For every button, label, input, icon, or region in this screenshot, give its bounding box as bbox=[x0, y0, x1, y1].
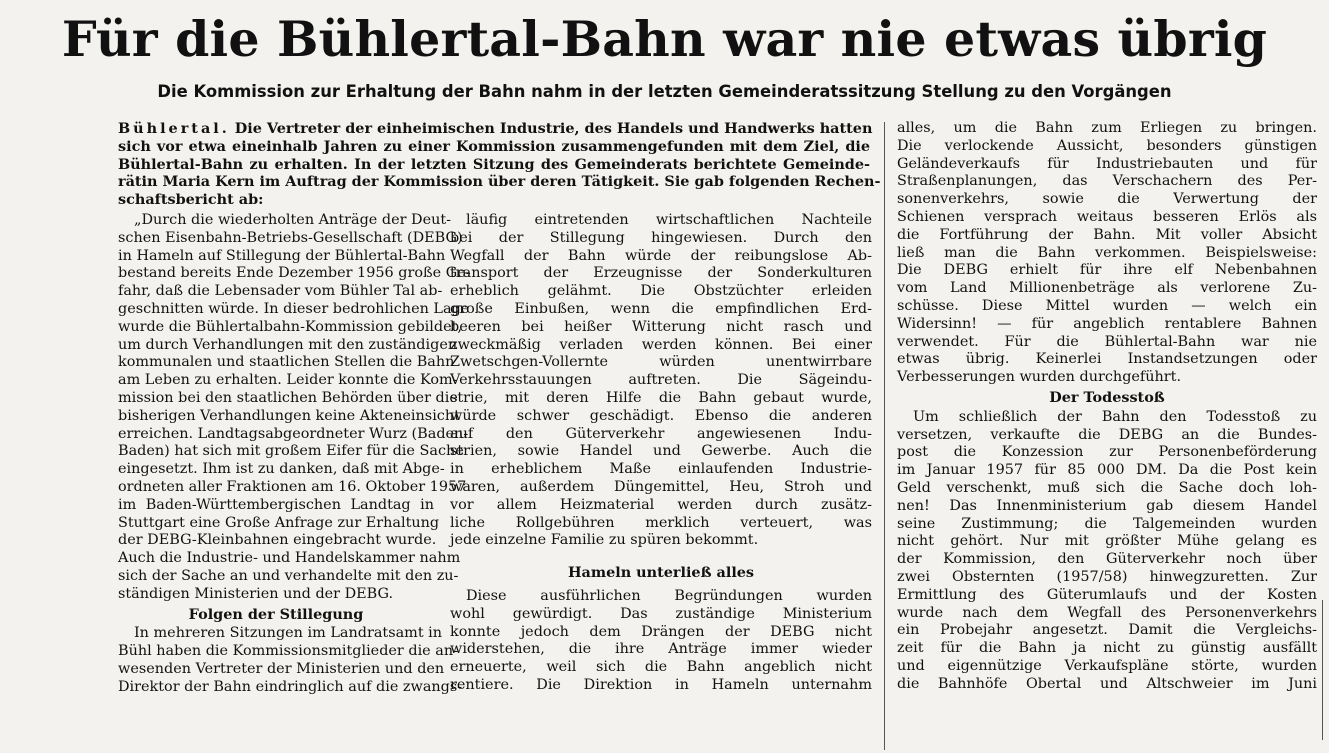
text-line: die Bahnhöfe Obertal und Altschweier im Juni bbox=[897, 675, 1317, 692]
text-line: Wegfall der Bahn würde der reibungslose Ab- bbox=[450, 247, 872, 264]
text-line: wohl gewürdigt. Das zuständige Ministerium bbox=[450, 605, 872, 622]
lead-line: Bühlertal. Die Vertreter der einheimischen Industrie, des Handels und Handwerks hatten bbox=[118, 120, 873, 137]
text-line: erreichen. Landtagsabgeordneter Wurz (Baden- bbox=[118, 425, 469, 442]
text-line: große Einbußen, wenn die empfindlichen Erd- bbox=[450, 300, 872, 317]
text-line: „Durch die wiederholten Anträge der Deut- bbox=[134, 212, 452, 228]
text-line: bestand bereits Ende Dezember 1956 große Ge- bbox=[118, 265, 471, 282]
lead-paragraph bbox=[118, 120, 881, 209]
text-line: Baden) hat sich mit großem Eifer für die Sache bbox=[118, 443, 464, 460]
text-line: Ermittlung des Güterumlaufs und der Kosten bbox=[897, 586, 1317, 603]
text-line: erheblich gelähmt. Die Obstzüchter erleiden bbox=[450, 283, 872, 300]
text-line: im Januar 1957 für 85 000 DM. Da die Post kein bbox=[897, 462, 1317, 479]
text-line: bei der Stillegung hingewiesen. Durch den bbox=[450, 229, 872, 246]
text-line: Bühl haben die Kommissionsmitglieder die an- bbox=[118, 643, 458, 660]
text-line: beeren bei heißer Witterung nicht rasch und bbox=[450, 318, 872, 335]
text-line: Direktor der Bahn eindringlich auf die zwangs- bbox=[118, 678, 463, 695]
text-line: post die Konzession zur Personenbeförderung bbox=[897, 444, 1317, 461]
text-line: strien, sowie Handel und Gewerbe. Auch die bbox=[450, 443, 872, 460]
text-line: auf den Güterverkehr angewiesenen Indu- bbox=[450, 425, 872, 442]
text-line: schüsse. Diese Mittel wurden — welch ein bbox=[897, 297, 1317, 314]
text-line: In mehreren Sitzungen im Landratsamt in bbox=[134, 625, 443, 642]
text-line: sonenverkehrs, sowie die Verwertung der bbox=[897, 191, 1317, 208]
text-line: Die verlockende Aussicht, besonders günstigen bbox=[897, 137, 1317, 154]
text-line: läufig eintretenden wirtschaftlichen Nachteile bbox=[466, 212, 872, 228]
text-line: in erheblichem Maße einlaufenden Industrie- bbox=[450, 461, 872, 478]
text-line: verwendet. Für die Bühlertal-Bahn war nie bbox=[897, 333, 1317, 350]
text-line: wurde nach dem Wegfall des Personenverkehrs bbox=[897, 604, 1317, 621]
column-1 bbox=[118, 212, 471, 697]
text-line: Verkehrsstauungen auftreten. Die Sägeindu- bbox=[450, 372, 872, 389]
text-line: geschnitten würde. In dieser bedrohlichen Lage bbox=[118, 300, 470, 317]
text-line: Widersinn! — für angeblich rentablere Bahnen bbox=[897, 315, 1317, 332]
text-line: kommunalen und staatlichen Stellen die Bahn bbox=[118, 354, 455, 371]
text-line: vor allem Heizmaterial werden durch zusätz- bbox=[450, 496, 872, 513]
subheadline: Die Kommission zur Erhaltung der Bahn nahm in der letzten Gemeinderatssitzung Stellung zu den Vorgängen bbox=[157, 82, 1172, 101]
edge-rule bbox=[1322, 600, 1323, 740]
text-line: strie, mit deren Hilfe die Bahn gebaut wurde, bbox=[450, 389, 872, 406]
text-line: transport der Erzeugnisse der Sonderkulturen bbox=[450, 265, 872, 282]
text-line: wurde die Bühlertalbahn-Kommission gebildet, bbox=[118, 318, 462, 335]
lead-line: Bühlertal-Bahn zu erhalten. In der letzten Sitzung des Gemeinderats berichtete Gemeinde- bbox=[118, 155, 870, 173]
text-line: in Hameln auf Stillegung der Bühlertal-Bahn bbox=[118, 247, 446, 264]
text-line: und eigennützige Verkaufspläne störte, wurden bbox=[897, 657, 1317, 674]
text-line: jede einzelne Familie zu spüren bekommt. bbox=[450, 532, 759, 549]
text-line: vom Land Millionenbeträge als verlorene Zu- bbox=[897, 280, 1317, 297]
text-line: zweckmäßig verladen werden können. Bei einer bbox=[450, 336, 872, 353]
text-line: konnte jedoch dem Drängen der DEBG nicht bbox=[450, 623, 872, 640]
text-line: ließ man die Bahn verkommen. Beispielsweise: bbox=[897, 244, 1317, 261]
section-heading: Hameln unterließ alles bbox=[567, 564, 755, 582]
text-line: wesenden Vertreter der Ministerien und den bbox=[118, 660, 445, 677]
section-heading: Folgen der Stillegung bbox=[188, 605, 364, 623]
text-line: Um schließlich der Bahn den Todesstoß zu bbox=[913, 408, 1317, 425]
column-rule bbox=[884, 122, 885, 750]
text-line: ein Probejahr angesetzt. Damit die Vergleichs- bbox=[897, 622, 1317, 639]
headline: Für die Bühlertal-Bahn war nie etwas übrig bbox=[61, 10, 1268, 68]
text-line: würde schwer geschädigt. Ebenso die anderen bbox=[450, 407, 872, 424]
text-line: widerstehen, die ihre Anträge immer wieder bbox=[450, 641, 872, 658]
text-line: nen! Das Innenministerium gab diesem Handel bbox=[897, 497, 1317, 514]
lead-line: rätin Maria Kern im Auftrag der Kommission über deren Tätigkeit. Sie gab folgenden Rechen- bbox=[118, 173, 881, 191]
text-line: liche Rollgebühren merklich verteuert, was bbox=[450, 514, 872, 531]
dateline-place: Bühlertal. bbox=[118, 120, 230, 137]
text-line: eingesetzt. Ihm ist zu danken, daß mit Abge- bbox=[118, 461, 445, 478]
text-line: fahr, daß die Lebensader vom Bühler Tal ab- bbox=[118, 283, 443, 300]
text-line: Die DEBG erhielt für ihre elf Nebenbahnen bbox=[897, 262, 1317, 279]
text-line: erneuerte, weil sich die Bahn angeblich nicht bbox=[450, 659, 872, 676]
text-line: zwei Obsternten (1957/58) hinwegzuretten. Zur bbox=[897, 568, 1317, 585]
text-line: die Fortführung der Bahn. Mit voller Absicht bbox=[897, 226, 1317, 243]
text-line: Geländeverkaufs für Industriebauten und für bbox=[897, 155, 1317, 172]
text-line: nicht gehört. Nur mit größter Mühe gelang es bbox=[897, 533, 1317, 550]
text-line: Diese ausführlichen Begründungen wurden bbox=[466, 587, 872, 604]
text-line: mission bei den staatlichen Behörden über die bbox=[118, 389, 458, 406]
lead-line: sich vor etwa eineinhalb Jahren zu einer Kommission zusammengefunden mit dem Ziel, die bbox=[118, 137, 870, 155]
text-line: seine Zustimmung; die Talgemeinden wurden bbox=[897, 515, 1317, 532]
text-line: der DEBG-Kleinbahnen eingebracht wurde. bbox=[118, 532, 437, 549]
text-line: am Leben zu erhalten. Leider konnte die Kom- bbox=[118, 372, 458, 389]
text-line: etwas übrig. Keinerlei Instandsetzungen oder bbox=[897, 351, 1317, 368]
text-line: Zwetschgen-Vollernte würden unentwirrbare bbox=[450, 354, 872, 371]
text-line: im Baden-Württembergischen Landtag in bbox=[118, 496, 434, 513]
text-line: sich der Sache an und verhandelte mit den zu- bbox=[118, 567, 459, 584]
text-line: Stuttgart eine Große Anfrage zur Erhaltung bbox=[118, 514, 440, 531]
text-line: schen Eisenbahn-Betriebs-Gesellschaft (DEBG) bbox=[118, 229, 463, 246]
text-line: ständigen Ministerien und der DEBG. bbox=[118, 585, 394, 602]
section-heading: Der Todesstoß bbox=[1049, 388, 1165, 406]
text-line: der Kommission, den Güterverkehr noch über bbox=[897, 551, 1317, 568]
column-3 bbox=[897, 120, 1317, 694]
text-line: alles, um die Bahn zum Erliegen zu bringen. bbox=[897, 120, 1317, 136]
column-2 bbox=[450, 212, 872, 695]
text-line: Auch die Industrie- und Handelskammer nahm bbox=[118, 550, 461, 567]
text-line: um durch Verhandlungen mit den zuständigen bbox=[118, 336, 458, 353]
text-line: Schienen versprach weitaus besseren Erlös als bbox=[897, 208, 1317, 225]
text-line: zeit für die Bahn ja nicht zu günstig ausfällt bbox=[897, 640, 1317, 657]
text-line: ordneten aller Fraktionen am 16. Oktober 1957 bbox=[118, 478, 467, 495]
text-line: Verbesserungen wurden durchgeführt. bbox=[897, 369, 1182, 386]
text-line: bisherigen Verhandlungen keine Akteneinsicht bbox=[118, 407, 460, 424]
text-line: rentiere. Die Direktion in Hameln unternahm bbox=[450, 676, 872, 693]
text-line: Straßenplanungen, das Verschachern des Per- bbox=[897, 173, 1317, 190]
text-line: versetzen, verkaufte die DEBG an die Bundes- bbox=[897, 426, 1317, 443]
text-line: waren, außerdem Düngemittel, Heu, Stroh und bbox=[450, 478, 872, 495]
text-line: Geld verschenkt, muß sich die Sache doch loh- bbox=[897, 479, 1317, 496]
lead-line: schaftsbericht ab: bbox=[118, 191, 264, 209]
